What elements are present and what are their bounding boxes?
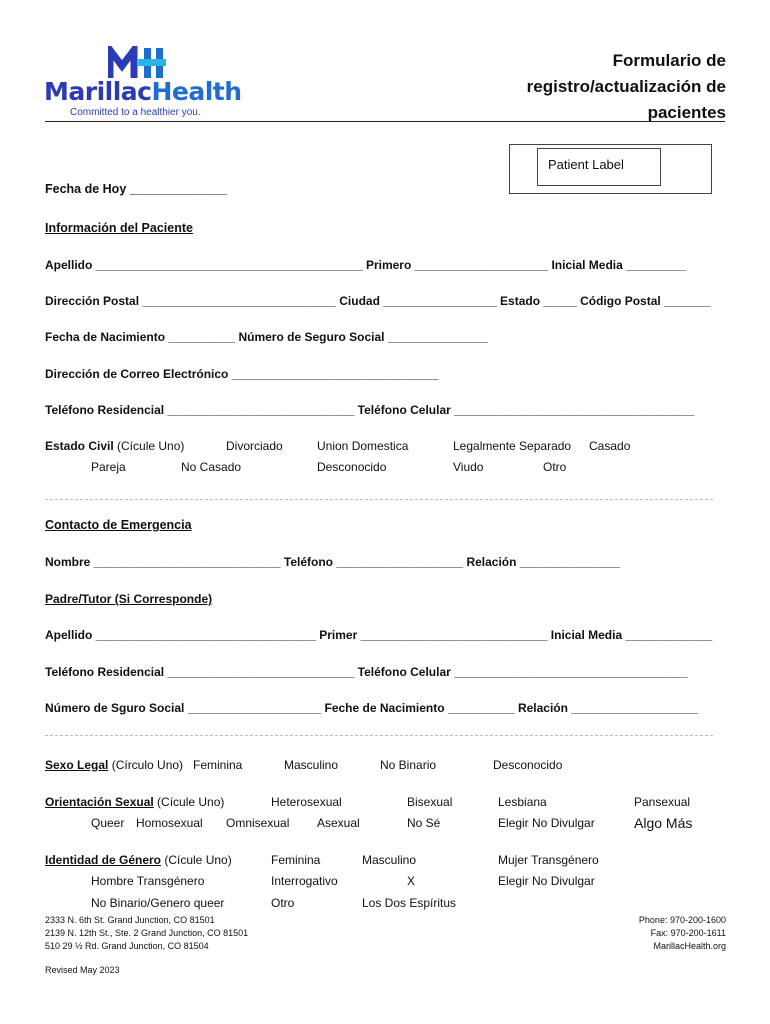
patient-section-heading: Información del Paciente — [45, 221, 193, 235]
section-divider — [45, 499, 713, 500]
civil-option-divorciado[interactable]: Divorciado — [226, 439, 283, 453]
civil-option-pareja[interactable]: Pareja — [91, 460, 126, 474]
emergency-contact-line[interactable]: Nombre ____________________________ Teléfono ___________________ Relación _______________ — [45, 555, 620, 569]
identidad-option-elegir-no-divulgar[interactable]: Elegir No Divulgar — [498, 874, 595, 888]
footer-website: MarillacHealth.org — [653, 941, 726, 951]
sexo-option-feminina[interactable]: Feminina — [193, 758, 243, 772]
orientacion-option-omnisexual[interactable]: Omnisexual — [226, 816, 290, 830]
footer-address-1: 2333 N. 6th St. Grand Junction, CO 81501 — [45, 915, 215, 925]
guardian-ssn-dob-line[interactable]: Número de Sguro Social ____________________ Feche de Nacimiento __________ Relación ___________________ — [45, 701, 699, 715]
footer-address-3: 510 29 ½ Rd. Grand Junction, CO 81504 — [45, 941, 209, 951]
civil-option-union-domestica[interactable]: Union Domestica — [317, 439, 409, 453]
civil-option-legalmente-separado[interactable]: Legalmente Separado — [453, 439, 572, 453]
logo-tagline: Committed to a healthier you. — [70, 107, 201, 118]
civil-option-desconocido[interactable]: Desconocido — [317, 460, 387, 474]
estado-civil-label: Estado Civil (Cícule Uno) — [45, 439, 185, 453]
footer-address-2: 2139 N. 12th St., Ste. 2 Grand Junction, CO 81501 — [45, 928, 249, 938]
orientacion-option-heterosexual[interactable]: Heterosexual — [271, 795, 342, 809]
identidad-option-interrogativo[interactable]: Interrogativo — [271, 874, 338, 888]
fecha-hoy-field[interactable]: Fecha de Hoy ______________ — [45, 182, 228, 196]
identidad-option-feminina[interactable]: Feminina — [271, 853, 321, 867]
orientacion-option-elegir-no-divulgar[interactable]: Elegir No Divulgar — [498, 816, 595, 830]
patient-dob-ssn-line[interactable]: Fecha de Nacimiento __________ Número de Seguro Social _______________ — [45, 330, 488, 344]
sexo-legal-label: Sexo Legal (Círculo Uno) — [45, 758, 184, 772]
identidad-option-hombre-transgenero[interactable]: Hombre Transgénero — [91, 874, 205, 888]
identidad-option-mujer-transgenero[interactable]: Mujer Transgénero — [498, 853, 599, 867]
orientacion-option-algo-mas[interactable]: Algo Más — [634, 815, 693, 831]
footer-contact — [639, 914, 726, 953]
sexo-option-desconocido[interactable]: Desconocido — [493, 758, 563, 772]
patient-email-line[interactable]: Dirección de Correo Electrónico _______________________________ — [45, 367, 439, 381]
sexo-option-masculino[interactable]: Masculino — [284, 758, 339, 772]
orientacion-option-no-se[interactable]: No Sé — [407, 816, 441, 830]
guardian-phone-line[interactable]: Teléfono Residencial ____________________________ Teléfono Celular ___________________________________ — [45, 665, 688, 679]
patient-phone-line[interactable]: Teléfono Residencial ____________________________ Teléfono Celular ____________________________________ — [45, 403, 695, 417]
civil-option-otro[interactable]: Otro — [543, 460, 567, 474]
patient-name-line[interactable]: Apellido ________________________________________ Primero ____________________ Inicial Media _________ — [45, 258, 687, 272]
identidad-label: Identidad de Género (Cícule Uno) — [45, 853, 232, 867]
orientacion-option-homosexual[interactable]: Homosexual — [136, 816, 203, 830]
orientacion-option-bisexual[interactable]: Bisexual — [407, 795, 453, 809]
emergency-section-heading: Contacto de Emergencia — [45, 518, 192, 532]
revised-date: Revised May 2023 — [45, 965, 120, 975]
orientacion-option-pansexual[interactable]: Pansexual — [634, 795, 691, 809]
orientacion-label: Orientación Sexual (Cícule Uno) — [45, 795, 225, 809]
orientacion-option-queer[interactable]: Queer — [91, 816, 125, 830]
form-title: Formulario de registro/actualización de pacientes — [526, 51, 726, 122]
identidad-option-dos-espiritus[interactable]: Los Dos Espíritus — [362, 896, 457, 910]
civil-option-no-casado[interactable]: No Casado — [181, 460, 242, 474]
patient-label-text: Patient Label — [548, 157, 624, 172]
patient-label-field[interactable] — [537, 148, 661, 186]
footer-addresses — [45, 914, 248, 953]
patient-address-line[interactable]: Dirección Postal _____________________________ Ciudad _________________ Estado _____ Código Postal _______ — [45, 294, 711, 308]
identidad-option-no-binario[interactable]: No Binario/Genero queer — [91, 896, 225, 910]
section-divider-2 — [45, 735, 713, 736]
orientacion-option-lesbiana[interactable]: Lesbiana — [498, 795, 547, 809]
identidad-option-x[interactable]: X — [407, 874, 416, 888]
civil-option-viudo[interactable]: Viudo — [453, 460, 484, 474]
identidad-option-masculino[interactable]: Masculino — [362, 853, 417, 867]
guardian-name-line[interactable]: Apellido _________________________________ Primer ____________________________ Inicial Media _____________ — [45, 628, 713, 642]
orientacion-option-asexual[interactable]: Asexual — [317, 816, 360, 830]
sexo-option-no-binario[interactable]: No Binario — [380, 758, 437, 772]
footer-fax: Fax: 970-200-1611 — [650, 928, 726, 938]
guardian-section-heading: Padre/Tutor (Si Corresponde) — [45, 592, 213, 606]
identidad-option-otro[interactable]: Otro — [271, 896, 295, 910]
civil-option-casado[interactable]: Casado — [589, 439, 631, 453]
footer-phone: Phone: 970-200-1600 — [638, 915, 726, 925]
logo-wordmark: MarillacHealth — [44, 77, 242, 106]
